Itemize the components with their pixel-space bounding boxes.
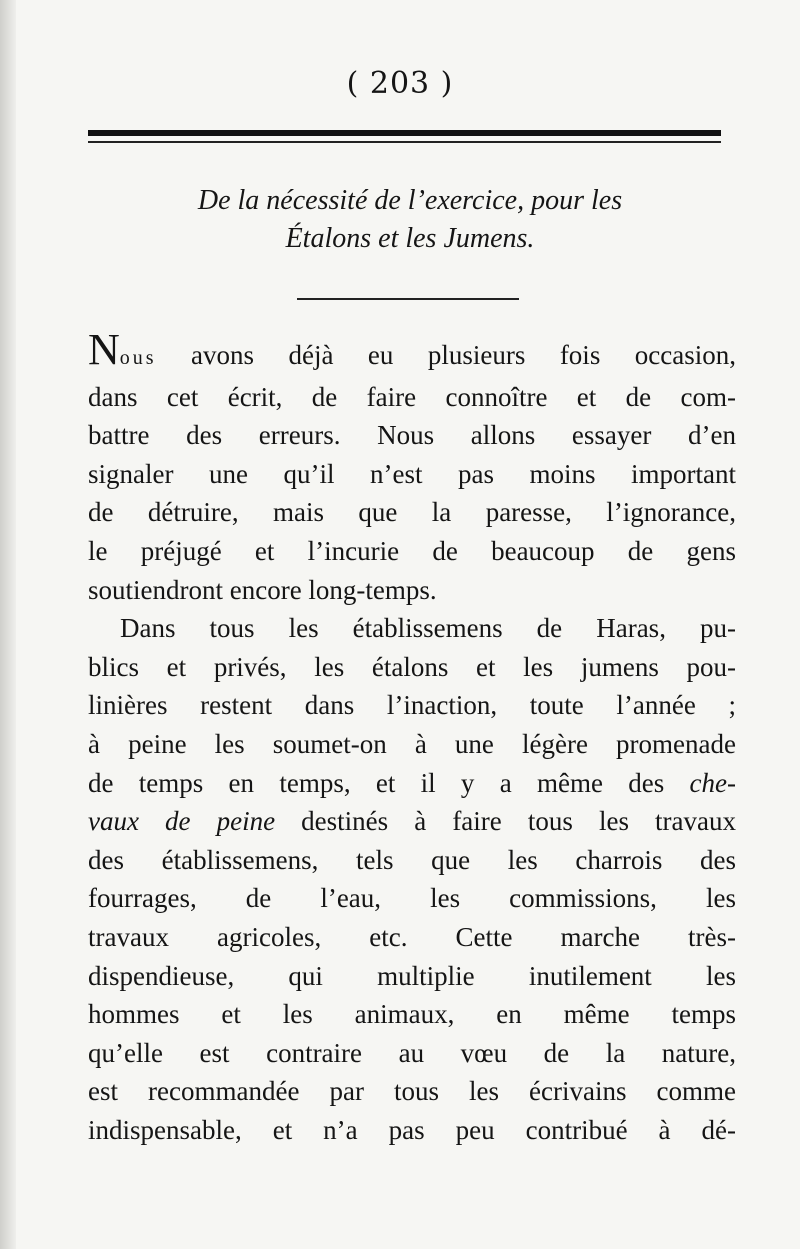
text-line: soutiendront encore long-temps. — [88, 574, 437, 605]
text-line: blics et privés, les étalons et les jumens pou- — [88, 651, 736, 682]
header-rule-thin — [88, 141, 721, 143]
paragraph-1 — [88, 325, 736, 609]
text-line: de temps en temps, et il y a même des che- — [88, 767, 736, 798]
heading-divider — [297, 298, 519, 300]
text-line: est recommandée par tous les écrivains comme — [88, 1076, 736, 1107]
italic-text: vaux de peine — [88, 806, 276, 837]
text-line: à peine les soumet-on à une légère promenade — [88, 728, 736, 759]
text-line: des établissemens, tels que les charrois des — [88, 844, 736, 875]
text-line: signaler une qu’il n’est pas moins important — [88, 458, 736, 489]
text-line: le préjugé et l’incurie de beaucoup de gens — [88, 535, 736, 566]
drop-cap: N — [88, 325, 120, 374]
page-edge-shadow — [0, 0, 16, 1249]
text-line: fourrages, de l’eau, les commissions, les — [88, 883, 736, 914]
body-text — [88, 325, 736, 1149]
text-line: qu’elle est contraire au vœu de la nature, — [88, 1037, 736, 1068]
text-line: dans cet écrit, de faire connoître et de com- — [88, 381, 736, 412]
text-line: vaux de peine destinés à faire tous les travaux — [88, 806, 736, 837]
text-line: travaux agricoles, etc. Cette marche très- — [88, 921, 736, 952]
text-line: Dans tous les établissemens de Haras, pu- — [120, 613, 736, 644]
small-caps: ous — [119, 347, 157, 369]
text-line: linières restent dans l’inaction, toute l’année ; — [88, 690, 736, 721]
page-number: ( 203 ) — [346, 66, 454, 101]
paragraph-2 — [88, 609, 736, 1149]
text-line: battre des erreurs. Nous allons essayer d’en — [88, 420, 736, 451]
section-heading — [60, 182, 760, 258]
italic-text: che- — [689, 767, 736, 798]
text-line: hommes et les animaux, en même temps — [88, 999, 736, 1030]
text-line: de détruire, mais que la paresse, l’ignorance, — [88, 497, 736, 528]
text-line: indispensable, et n’a pas peu contribué à dé- — [88, 1114, 736, 1145]
text-line: dispendieuse, qui multiplie inutilement les — [88, 960, 736, 991]
text-line: Nous avons déjà eu plusieurs fois occasion, — [88, 325, 736, 374]
heading-line-2: Étalons et les Jumens. — [285, 223, 535, 254]
heading-line-1: De la nécessité de l’exercice, pour les — [197, 185, 623, 216]
header-rule-thick — [88, 130, 721, 136]
